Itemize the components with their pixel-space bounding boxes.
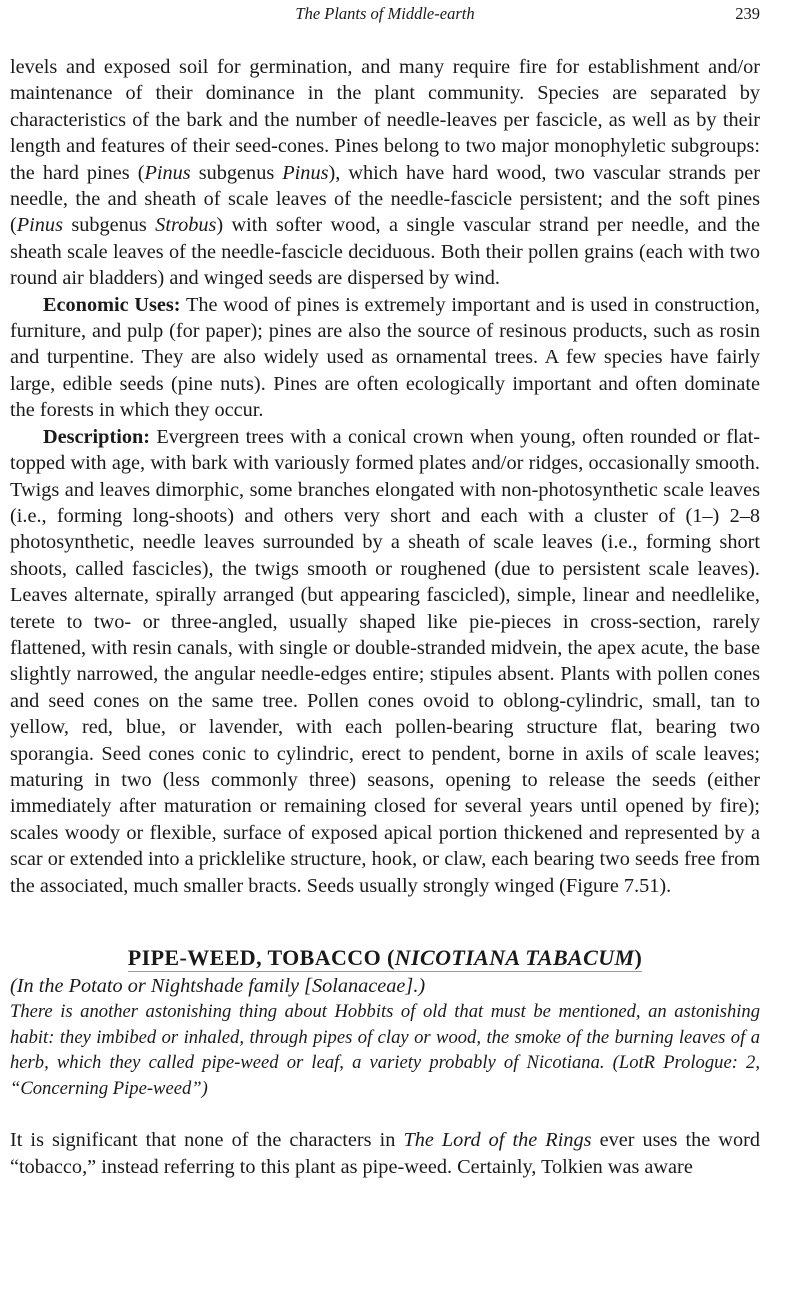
genus-name: Pinus bbox=[144, 161, 191, 184]
page-number: 239 bbox=[735, 4, 760, 23]
section-heading: PIPE-WEED, TOBACCO (NICOTIANA TABACUM) bbox=[127, 945, 643, 970]
running-head bbox=[10, 4, 760, 26]
body-text bbox=[10, 54, 760, 1180]
pine-continuation-paragraph: levels and exposed soil for germination, and many require fire for establishment and/or maintenance of their dominance in the plant community. Species are separated by characteristics of the bark and the number of needle-leaves per fascicle, as well as by their length and features of their seed-cones. Pines belong to two major monophyletic subgroups: the hard pines (Pinus subgenus Pinus), which have hard wood, two vascular strands per needle, the and sheath of scale leaves of the needle-fascicle persistent; and the soft pines (Pinus subgenus Strobus) with softer wood, a single vascular strand per needle, and the sheath scale leaves of the needle-fascicle deciduous. Both their pollen grains (each with two round air bladders) and winged seeds are dispersed by wind. bbox=[10, 56, 760, 290]
book-title: The Lord of the Rings bbox=[403, 1129, 592, 1152]
description-label: Description: bbox=[43, 425, 151, 448]
genus-name: Pinus bbox=[16, 214, 63, 237]
subgenus-name: Pinus bbox=[282, 161, 329, 184]
family-note: (In the Potato or Nightshade family [Solanaceae].) bbox=[10, 975, 426, 997]
pipe-weed-body-paragraph: It is significant that none of the characters in The Lord of the Rings ever uses the word “tobacco,” instead referring to this plant as pipe-weed. Certainly, Tolkien was aware bbox=[10, 1129, 760, 1178]
economic-uses-label: Economic Uses: bbox=[43, 293, 181, 316]
section-scientific-name: NICOTIANA TABACUM bbox=[394, 945, 635, 970]
epigraph-quote: There is another astonishing thing about Hobbits of old that must be mentioned, an astonishing habit: they imbibed or inhaled, through pipes of clay or wood, the smoke of the burning leaves of a herb, which they called pipe-weed or leaf, a variety probably of Nicotiana. (LotR Prologue: 2, “Concerning Pipe-weed”) bbox=[10, 1001, 760, 1099]
economic-uses-paragraph: Economic Uses: The wood of pines is extremely important and is used in construction, furniture, and pulp (for paper); pines are also the source of resinous products, such as rosin and turpentine. They are also widely used as ornamental trees. A few species have fairly large, edible seeds (pine nuts). Pines are often ecologically important and often dominate the forests in which they occur. bbox=[10, 293, 760, 422]
running-title: The Plants of Middle-earth bbox=[295, 4, 475, 23]
subgenus-name: Strobus bbox=[155, 214, 217, 237]
description-paragraph: Description: Evergreen trees with a conical crown when young, often rounded or flat-topped with age, with bark with variously formed plates and/or ridges, occasionally smooth. Twigs and leaves dimorphic, some branches elongated with non-photosynthetic scale leaves (i.e., forming long-shoots) and others very short and each with a cluster of (1–) 2–8 photosynthetic, needle leaves surrounded by a sheath of scale leaves (i.e., forming short shoots, called fascicles), the twigs smooth or roughened (due to persistent scale leaves). Leaves alternate, spirally arranged (but appearing fascicled), simple, linear and needlelike, terete to two- or three-angled, usually shaped like pie-pieces in cross-section, rarely flattened, with resin canals, with single or double-stranded midvein, the apex acute, the base slightly narrowed, the angular needle-edges entire; stipules absent. Plants with pollen cones and seed cones on the same tree. Pollen cones ovoid to oblong-cylindric, small, tan to yellow, red, blue, or lavender, with each pollen-bearing structure flat, bearing two sporangia. Seed cones conic to cylindric, erect to pendent, borne in axils of scale leaves; maturing in two (less commonly three) seasons, opening to release the seeds (either immediately after maturation or remaining closed for several years until opened by fire); scales woody or flexible, surface of exposed apical portion thickened and represented by a scar or extended into a pricklelike structure, hook, or claw, each bearing two seeds free from the associated, much smaller bracts. Seeds usually strongly winged (Figure 7.51). bbox=[10, 425, 760, 897]
